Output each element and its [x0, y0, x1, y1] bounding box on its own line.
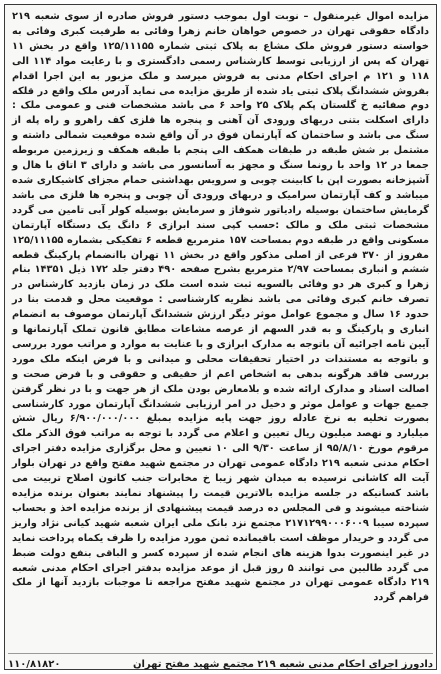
- notice-body-text: مزایده اموال غیرمنقول – نوبت اول بموجب دستور فروش صادره از سوی شعبه ۲۱۹ دادگاه حقوقی تهران در خصوص خواهان خانم زهرا وفائی به طرفیت کبری وفائی به خواسته دستور فروش ملک مشاع به پلاک ثبتی شماره ۱۲۵/۱۱۱۵۵ واقع در بخش ۱۱ تهران که پس از ارزیابی توسط کارشناس رسمی دادگستری و با رعایت مواد ۱۱۴ الی ۱۱۸ و ۱۲۱ م اجرای احکام مدنی به فروش میرسد و ملک مزبور به این اجرا اقدام بفروش ششدانگ پلاک ثبتی یاد شده از طریق مزایده می نماید آدرس ملک واقع در قلکه دوم صفائیه خ گلستان پکم پلاک ۲۵ واحد ۶ می باشد مشخصات فنی و عمومی ملک : دارای اسکلت بتنی دربهای ورودی آن آهنی و پنجره ها فلزی کف راهرو و راه پله از سنگ می باشد و ساختمان که آپارتمان فوق در آن واقع شده موقعیت شمالی داشته و مشتمل بر شش طبقه در طبقات همکف الی پنجم با طبقه همکف و زیرزمین مربوطه جمعا در ۱۲ واحد با رونما سنگ و مجهز به آسانسور می باشد و دارای ۳ اتاق با هال و آشپزخانه بصورت اپن با کابینت چوبی و سرویس بهداشتی حمام مجزای کاشیکاری شده میباشد و کف آپارتمان سرامیک و دربهای ورودی آن چوبی و پنجره ها فلزی می باشد گرمایش ساختمان بوسیله رادیاتور شوفاژ و سرمایش بوسیله کولر آبی تامین می گردد مشخصات ثبتی ملک و مالک :حسب کپی سند ابرازی ۶ دانگ یک دستگاه آپارتمان مسکونی واقع در طبقه دوم بمساحت ۱۵۷ مترمربع قطعه ۶ تفکیکی بشماره ۱۲۵/۱۱۱۵۵ مفروز از ۳۷۰ فرعی از اصلی مذکور واقع در بخش ۱۱ تهران باانضمام پارکینگ قطعه ششم و انباری بمساحت ۲/۹۷ مترمربع بشرح صفحه ۴۹۰ دفتر جلد ۱۷۲ ذیل ۱۴۳۵۱ بنام زهرا و کبری هر دو وفائی بالسویه ثبت شده است ملک در زمان بازدید کارشناس در تصرف خانم کبری وفائی می باشد نظریه کارشناسی : موقعیت محل و قدمت بنا در حدود ۱۶ سال و مجموع عوامل موثر دیگر ارزش ششدانگ آپارتمان موصوف به انضمام انباری و پارکینگ و به قدر السهم از عرصه مشاعات مطابق قانون تملک آپارتمانها و آیین نامه اجرائیه آن باتوجه به مدارک ابرازی و با عنایت به موارد و مراتب مورد بررسی و باتوجه به مستندات در اختیار تحقیقات محلی و میدانی و با فرض اینکه ملک مورد بررسی فاقد هرگونه بدهی به اشخاص اعم از حقیقی و حقوقی و با فرض صحت و اصالت اسناد و مدارک ارائه شده و بلامعارض بودن ملک از هر جهت و با در نظر گرفتن جمیع جهات و عوامل موثر و دخیل در امر ارزیابی ششدانگ آپارتمان مورد کارشناسی بصورت تخلیه به نرخ عادله روز جهت پایه مزایده بمبلغ ۶/۹۰۰/۰۰۰/۰۰۰ ریال شش میلیارد و نهصد میلیون ریال تعیین و اعلام می گردد با توجه به مراتب فوق الذکر ملک مرقوم مورخ ۹۵/۸/۱۰ از ساعت ۹/۳۰ الی ۱۰ تعیین و محل برگزاری مزایده دفتر اجرای احکام مدنی شعبه ۲۱۹ دادگاه عمومی تهران در مجتمع شهید مفتح واقع در تهران بلوار آیت اله کاشانی نرسیده به میدان شهر زیبا خ مخابرات جنب کانون اصلاح تربیت می باشد کسانیکه در جلسه مزایده بالاترین قیمت را پیشنهاد نمایند بعنوان برنده مزایده شناخته میشوند و فی المجلس ده درصد قیمت پیشنهادی از برنده مزایده اخذ و بحساب سپرده سیبا ۲۱۷۱۲۹۹۰۰۰۶۰۰۹ مجتمع نزد بانک ملی ایران شعبه شهید کیانی نژاد واریز می گردد و خریدار موظف است باقیمانده ثمن مورد مزایده را ظرف یکماه پرداخت نماید در غیر اینصورت بدوا هزینه های انجام شده از سپرده کسر و الباقی بنفع دولت ضبط می گردد طالبین می توانند ۵ روز قبل از موعد مزایده بدفتر اجرای احکام مدنی شعبه ۲۱۹ دادگاه عمومی تهران در مجتمع شهید مفتح مراجعه تا موجبات بازدید آنها از ملک فراهم گردد: [12, 11, 430, 604]
- notice-footer: [8, 659, 433, 670]
- auction-notice: [4, 4, 437, 670]
- issuer-signature: دادورز اجرای احکام مدنی شعبه ۲۱۹ مجتمع شهید مفتح تهران: [132, 659, 433, 670]
- reference-number: ۱۱۰/۸۱۸۲۰: [8, 659, 61, 670]
- footer-divider: [8, 653, 433, 654]
